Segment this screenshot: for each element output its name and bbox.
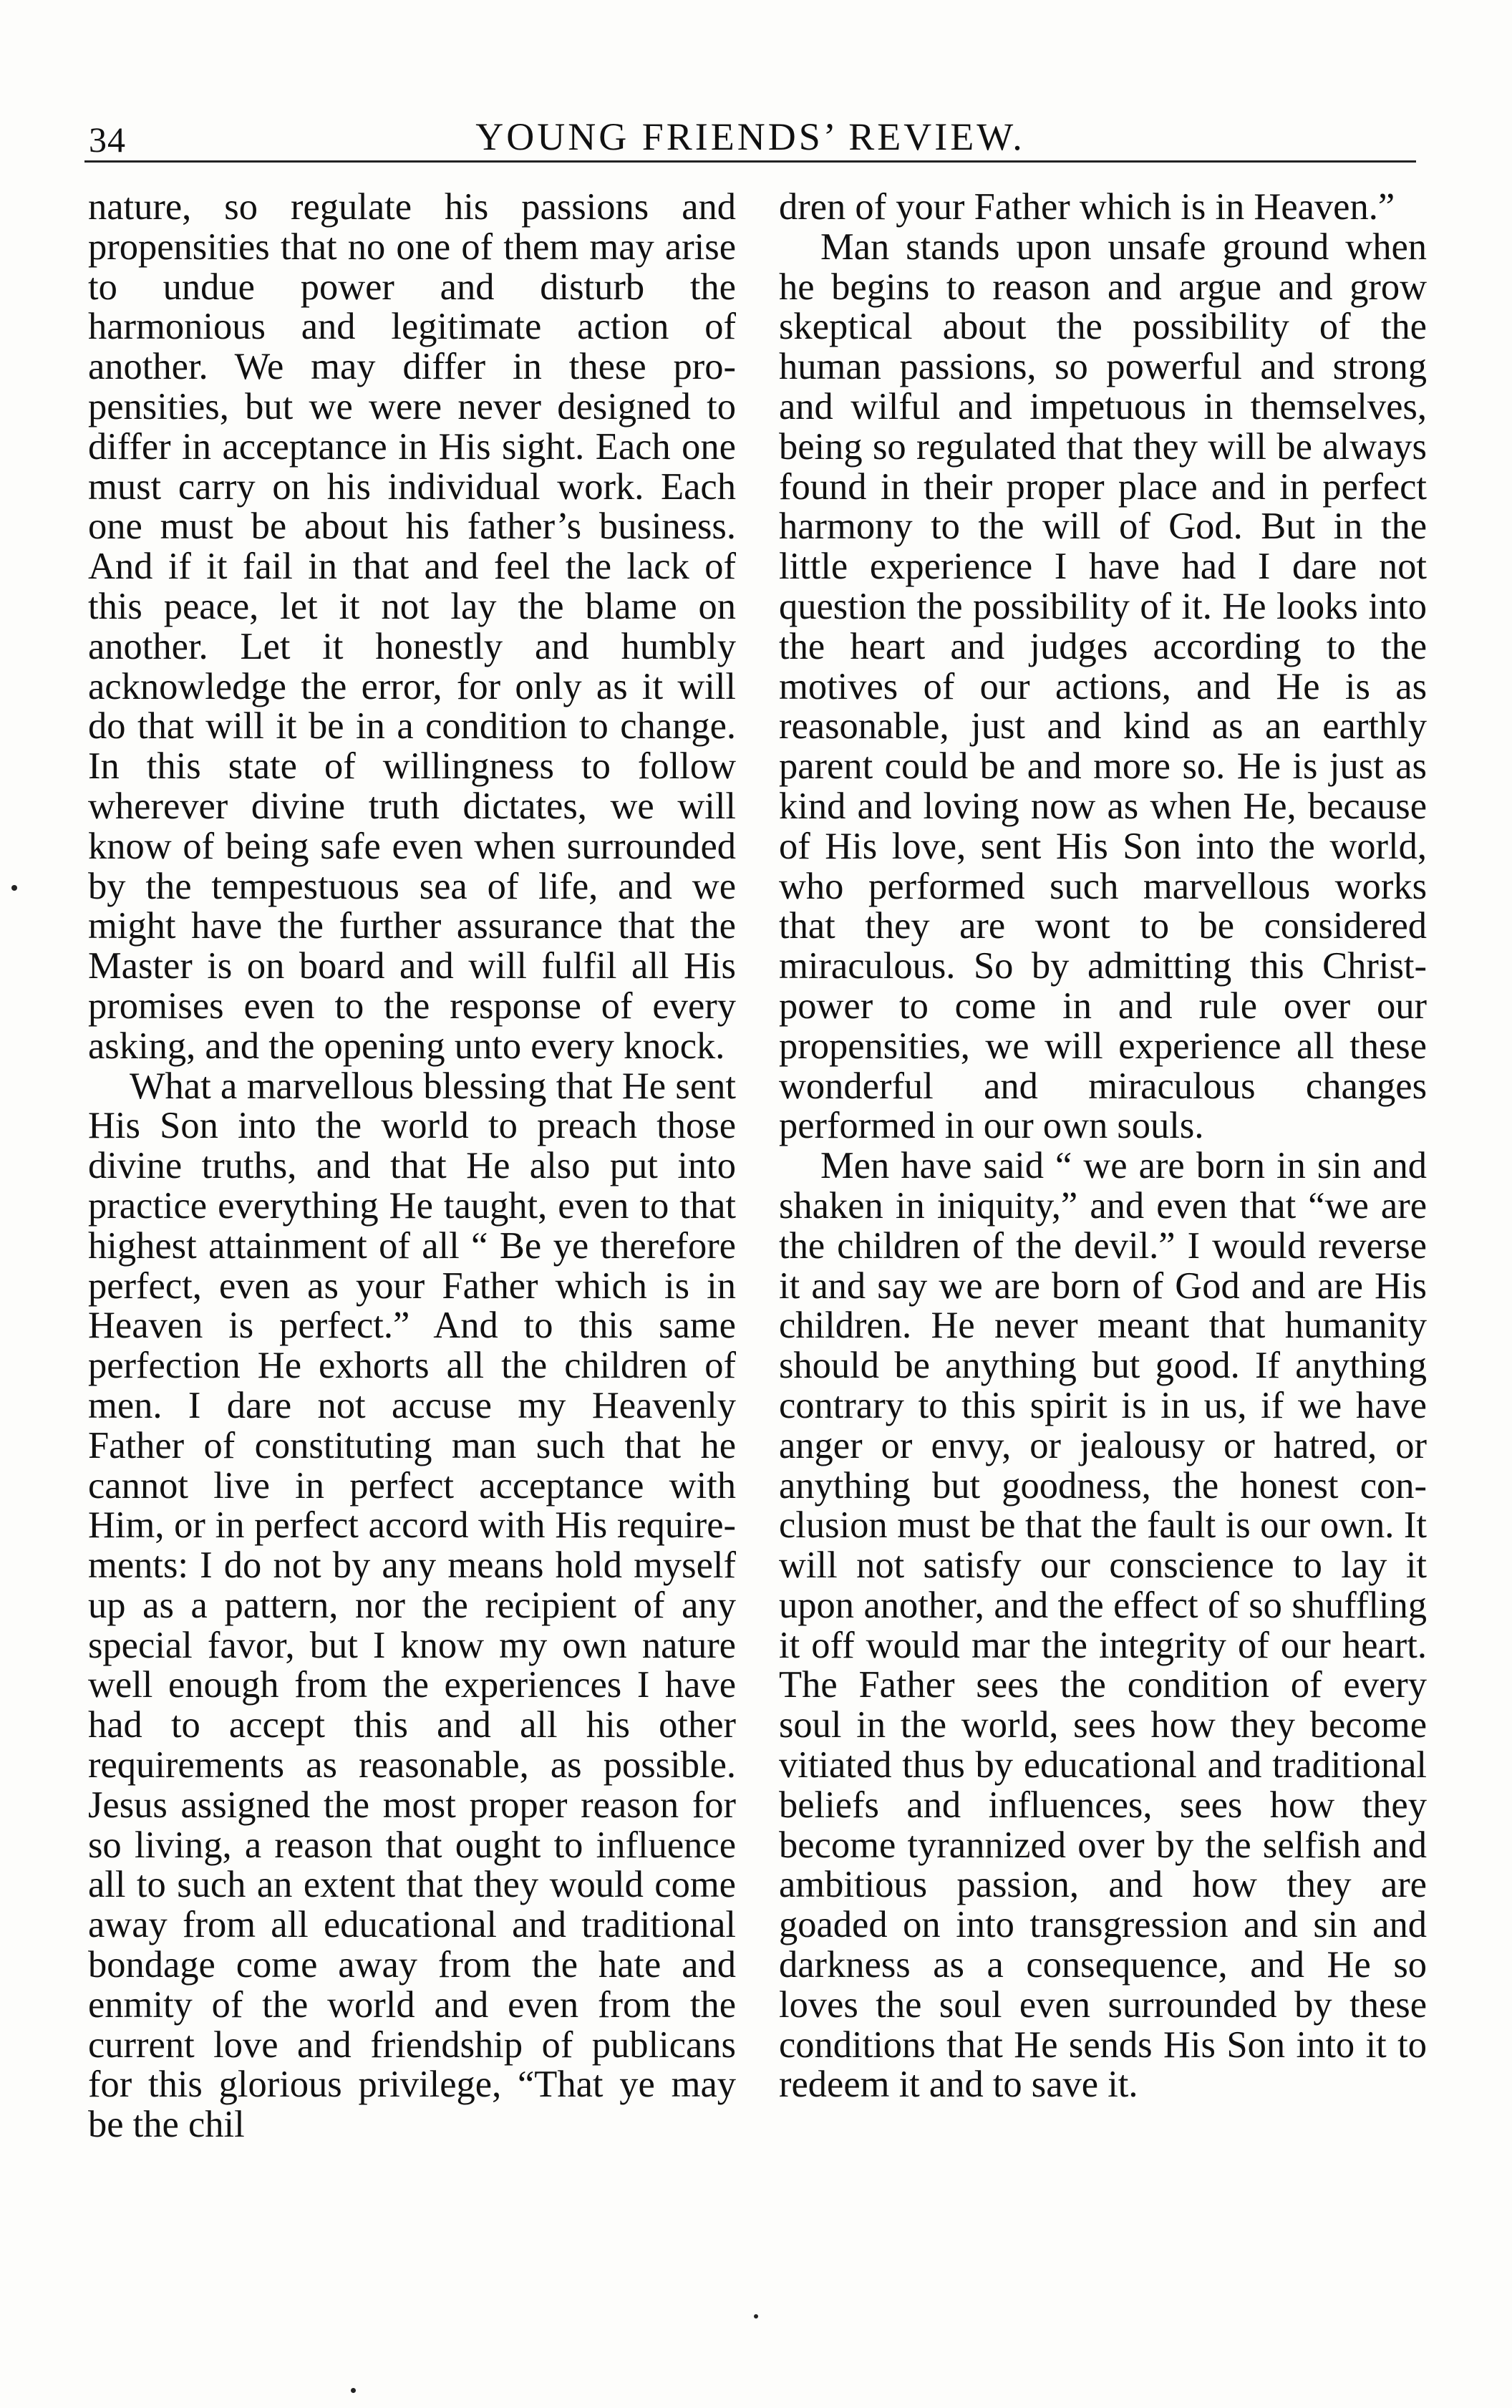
left-column <box>88 188 736 2350</box>
header-rule <box>84 160 1416 163</box>
paragraph: Man stands upon unsafe ground when he begins to reason and argue and grow skeptical about the possibility of the human passions, so powerful and strong and wilful and impetuous in themselves, being so regulated that they will be always found in their proper place and in perfect harmony to the will of God. But in the little experience I have had I dare not question the possibility of it. He looks into the heart and judges according to the motives of our actions, and He is as reasonable, just and kind as an earthly parent could be and more so. He is just as kind and loving now as when He, because of His love, sent His Son into the world, who performed such marvellous works that they are wont to be considered miraculous. So by admitting this Christ-power to come in and rule over our propensities, we will experience all these wonderful and miraculous changes performed in our own souls. <box>779 226 1427 1147</box>
paragraph: What a marvellous blessing that He sent His Son into the world to preach those divine truths, and that He also put into practice everything He taught, even to that highest attainment of all “ Be ye therefore perfect, even as your Father which is in Heaven is perfect.” And to this same perfection He exhorts all the children of men. I dare not accuse my Heavenly Father of constituting man such that he cannot live in perfect acceptance with Him, or in perfect accord with His requirements: I do not by any means hold myself up as a pattern, nor the recipient of any special favor, but I know my own nature well enough from the experiences I have had to accept this and all his other requirements as reasonable, as possible. Jesus assigned the most proper reason for so living, a reason that ought to influence all to such an extent that they would come away from all educational and traditional bondage come away from the hate and enmity of the world and even from the current love and friendship of publicans for this glorious privilege, “That ye may be the chil <box>88 1065 736 2146</box>
print-speck <box>351 2388 356 2393</box>
paragraph: nature, so regulate his passions and propensities that no one of them may arise to undue power and disturb the harmonious and legitimate action of another. We may differ in these propensities, but we were never designed to differ in acceptance in His sight. Each one must carry on his individual work. Each one must be about his father’s business. And if it fail in that and feel the lack of this peace, let it not lay the blame on another. Let it honestly and humbly acknowledge the error, for only as it will do that will it be in a condition to change. In this state of willingness to follow wherever divine truth dictates, we will know of being safe even when surrounded by the tempestuous sea of life, and we might have the further assurance that the Master is on board and will fulfil all His promises even to the response of every asking, and the opening unto every knock. <box>88 188 736 1067</box>
paragraph: dren of your Father which is in Heaven.” <box>779 188 1395 228</box>
page-number: 34 <box>89 120 126 160</box>
page-header <box>84 107 1416 165</box>
print-speck <box>11 885 17 891</box>
paragraph: Men have said “ we are born in sin and shaken in iniquity,” and even that “we are the children of the devil.” I would reverse it and say we are born of God and are His children. He never meant that humanity should be anything but good. If anything contrary to this spirit is in us, if we have anger or envy, or jealousy or hatred, or anything but goodness, the honest conclusion must be that the fault is our own. It will not satisfy our conscience to lay it upon another, and the effect of so shuffling it off would mar the integrity of our heart. The Father sees the condition of every soul in the world, sees how they become vitiated thus by educational and traditional beliefs and influences, sees how they become tyrannized over by the selfish and ambitious passion, and how they are goaded on into transgression and sin and darkness as a consequence, and He so loves the soul even surrounded by these conditions that He sends His Son into it to redeem it and to save it. <box>779 1145 1427 2106</box>
running-title: YOUNG FRIENDS’ REVIEW. <box>475 115 1025 158</box>
right-column <box>779 188 1427 2350</box>
print-speck <box>754 2314 758 2318</box>
